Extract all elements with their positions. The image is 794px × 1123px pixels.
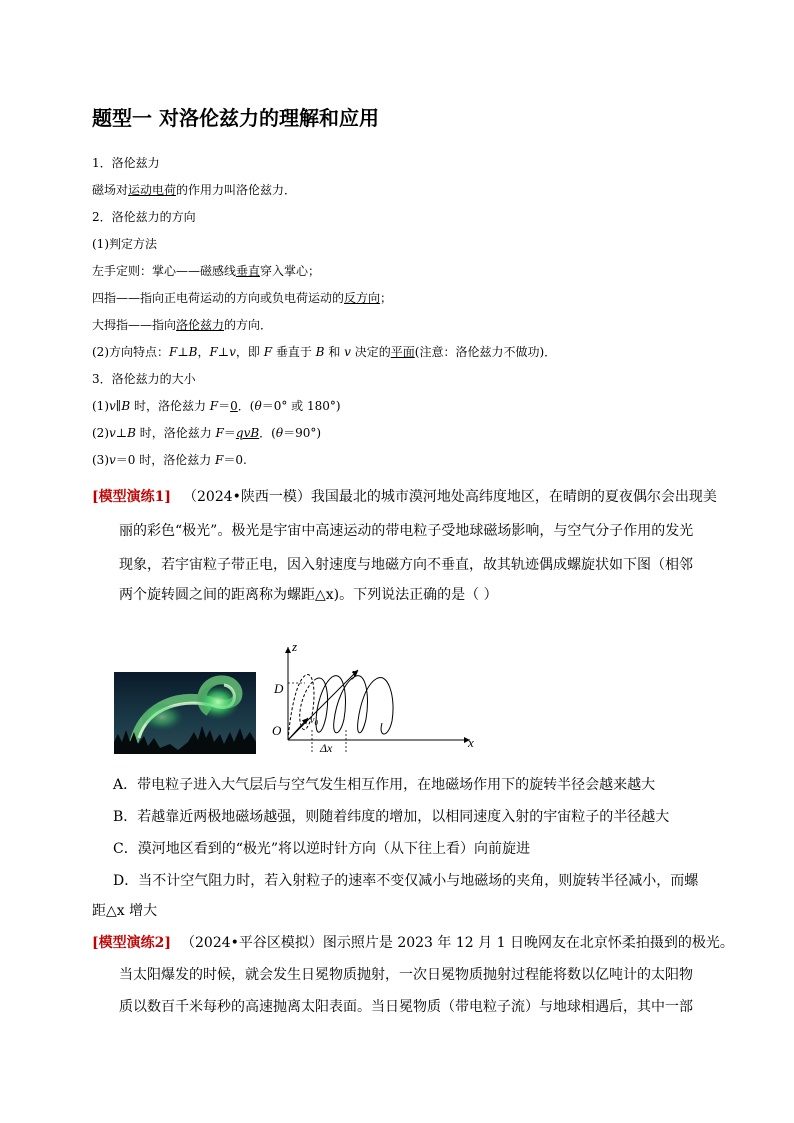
question-1-line-2: 丽的彩色“极光”。极光是宇宙中高速运动的带电粒子受地球磁场影响，与空气分子作用的发光: [119, 523, 694, 539]
question-2-line-3: 质以数百千米每秒的高速抛离太阳表面。当日冕物质（带电粒子流）与地球相遇后，其中一部: [119, 999, 693, 1015]
section-heading-3: 3．洛伦兹力的大小: [92, 372, 196, 386]
question-2-tag: [模型演练2]: [92, 935, 171, 951]
label-x: x: [468, 735, 474, 750]
label-o: O: [272, 723, 282, 738]
v0-arrow: [288, 718, 308, 740]
label-v0: $v_0$: [310, 715, 318, 727]
direction-feature-line: (2)方向特点：F⊥B，F⊥v，即 F 垂直于 B 和 v 决定的平面(注意：洛伦兹力不做功)．: [92, 345, 557, 359]
four-fingers-line: 四指——指向正电荷运动的方向或负电荷运动的反方向；: [92, 291, 393, 305]
question-1-first-line: [模型演练1] （2024•陕西一模）我国最北的城市漠河地处高纬度地区，在晴朗的夏夜偶尔会出现美: [92, 489, 717, 505]
left-hand-rule-line: 左手定则：掌心——磁感线垂直穿入掌心；: [92, 264, 321, 278]
section-heading-1: 1．洛伦兹力: [92, 156, 160, 170]
page-title: 题型一 对洛伦兹力的理解和应用: [92, 106, 379, 130]
option-a: A．带电粒子进入大气层后与空气发生相互作用，在地磁场作用下的旋转半径会越来越大: [113, 777, 656, 793]
helix-loop-4: [354, 676, 376, 733]
option-d-line-2: 距△x 增大: [92, 903, 158, 919]
helix-loop-3: [332, 676, 354, 733]
subheading-method: (1)判定方法: [92, 237, 157, 251]
option-c: C．漠河地区看到的“极光”将以逆时针方向（从下往上看）向前旋进: [113, 841, 531, 857]
label-y: y: [352, 665, 358, 680]
question-1-line-4: 两个旋转圆之间的距离称为螺距△x)。下列说法正确的是（ ）: [119, 587, 498, 603]
label-z: z: [292, 639, 298, 654]
definition-line: 磁场对运动电荷的作用力叫洛伦兹力．: [92, 183, 297, 197]
thumb-line: 大拇指——指向洛伦兹力的方向．: [92, 318, 273, 332]
helix-diagram: [260, 635, 485, 760]
magnitude-line-3: (3)v＝0 时，洛伦兹力 F＝0.: [92, 453, 247, 467]
label-d: D: [274, 681, 284, 696]
label-dx: Δx: [320, 741, 333, 755]
option-d-line-1: D．当不计空气阻力时，若入射粒子的速率不变仅减小与地磁场的夹角，则旋转半径减小，而螺: [113, 873, 699, 889]
question-1-tag: [模型演练1]: [92, 489, 171, 505]
question-2-first-line: [模型演练2] （2024•平谷区模拟）图示照片是 2023 年 12 月 1 日晚网友在北京怀柔拍摄到的极光。: [92, 935, 734, 951]
helix-loop-5: [376, 678, 393, 734]
magnitude-line-1: (1)v∥B 时，洛伦兹力 F＝0．(θ＝0° 或 180°): [92, 399, 341, 413]
section-heading-2: 2．洛伦兹力的方向: [92, 210, 196, 224]
aurora-photo: [114, 672, 256, 754]
option-b: B．若越靠近两极地磁场越强，则随着纬度的增加，以相同速度入射的宇宙粒子的半径越大: [113, 809, 670, 825]
question-2-line-2: 当太阳爆发的时候，就会发生日冕物质抛射，一次日冕物质抛射过程能将数以亿吨计的太阳物: [119, 967, 693, 983]
magnitude-line-2: (2)v⊥B 时，洛伦兹力 F＝qvB．(θ＝90°): [92, 426, 322, 440]
question-1-line-3: 现象，若宇宙粒子带正电，因入射速度与地磁方向不垂直，故其轨迹偶成螺旋状如下图（相邻: [119, 557, 693, 573]
